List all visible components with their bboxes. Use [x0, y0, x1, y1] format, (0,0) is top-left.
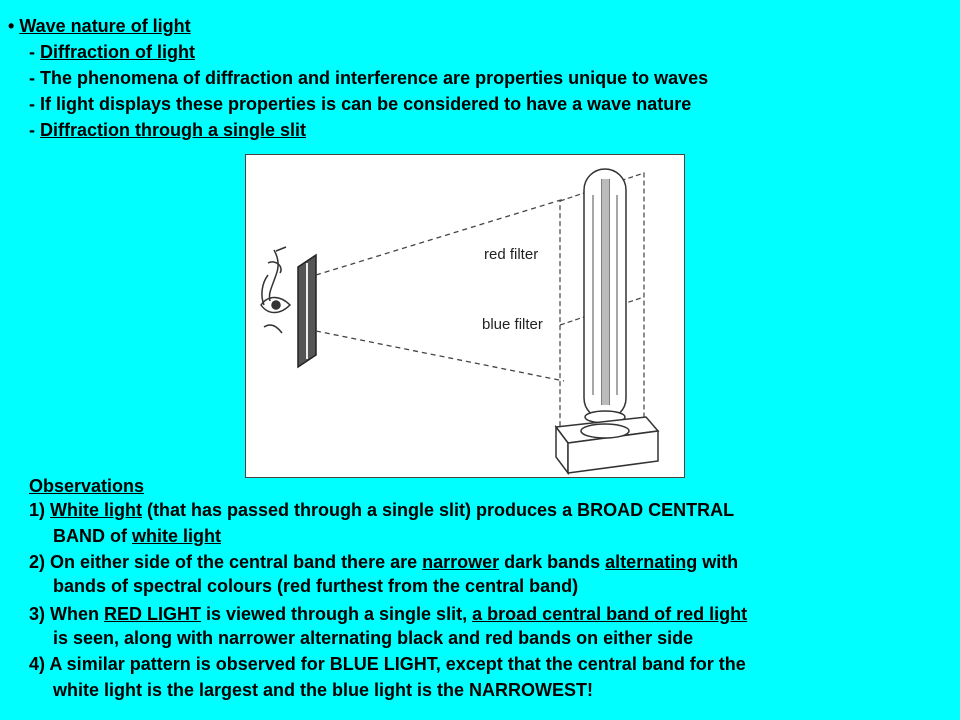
- bullet-item: - Diffraction of light: [29, 42, 195, 62]
- observations-heading: Observations: [29, 476, 145, 496]
- observation-item-cont: white light is the largest and the blue light is the NARROWEST!: [53, 680, 594, 700]
- observation-item: 2) On either side of the central band there are narrower dark bands alternating with: [29, 552, 739, 572]
- diffraction-diagram: [246, 155, 684, 477]
- section-title: Wave nature of light: [19, 16, 191, 36]
- observation-item: 3) When RED LIGHT is viewed through a single slit, a broad central band of red light: [29, 604, 748, 624]
- blue-filter-label: blue filter: [482, 316, 543, 333]
- section-title-line: [8, 13, 191, 39]
- diffraction-figure: [245, 154, 685, 478]
- light-rays: [316, 199, 564, 381]
- observation-item-cont: bands of spectral colours (red furthest from the central band): [53, 576, 579, 596]
- observation-item-cont: BAND of white light: [53, 526, 221, 546]
- bullet-item-text: Diffraction through a single slit: [40, 120, 307, 140]
- viewing-screen: [584, 169, 626, 423]
- single-slit-plate: [298, 255, 316, 367]
- stand-base: [556, 417, 658, 473]
- observation-item: 1) White light (that has passed through a single slit) produces a BROAD CENTRAL: [29, 500, 735, 520]
- observation-item: 4) A similar pattern is observed for BLUE LIGHT, except that the central band for the: [29, 654, 746, 674]
- bullet-item: - If light displays these properties is can be considered to have a wave nature: [29, 94, 692, 114]
- eye-icon: [261, 247, 290, 333]
- bullet-item: - Diffraction through a single slit: [29, 120, 307, 140]
- bullet-icon: •: [8, 16, 15, 36]
- bullet-item-text: If light displays these properties is can be considered to have a wave nature: [40, 94, 692, 114]
- bullet-item: - The phenomena of diffraction and interference are properties unique to waves: [29, 68, 709, 88]
- red-filter-label: red filter: [484, 246, 539, 263]
- bullet-item-text: The phenomena of diffraction and interference are properties unique to waves: [40, 68, 709, 88]
- bullet-item-text: Diffraction of light: [40, 42, 195, 62]
- observation-item-cont: is seen, along with narrower alternating black and red bands on either side: [53, 628, 694, 648]
